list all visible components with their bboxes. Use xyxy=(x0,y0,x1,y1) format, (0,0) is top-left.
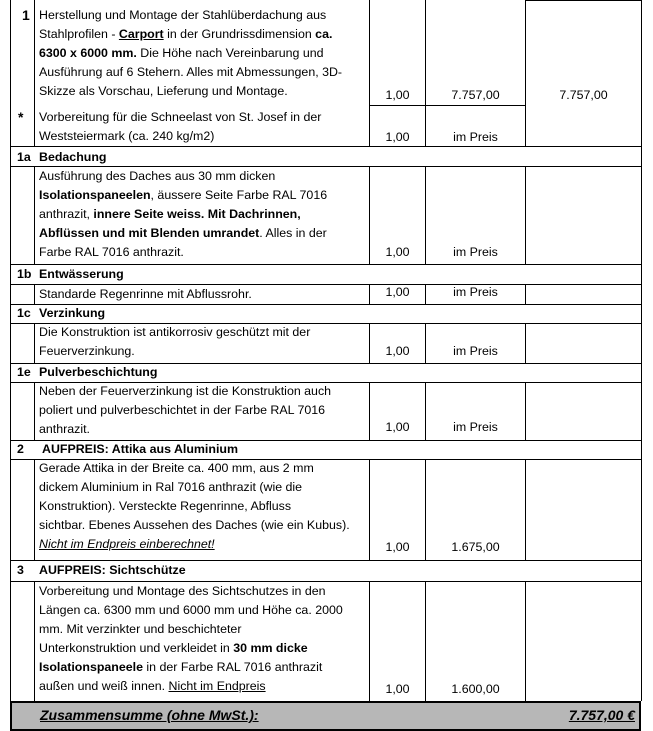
item-text: Gerade Attika in der Breite ca. 400 mm, aus 2 mm xyxy=(39,461,314,475)
item-text: Neben der Feuerverzinkung ist die Konstruktion auch xyxy=(39,384,332,398)
item-text: Unterkonstruktion und verkleidet in 30 mm dicke xyxy=(39,641,308,655)
item-text: anthrazit. xyxy=(39,422,90,436)
col-line xyxy=(525,167,526,264)
col-line xyxy=(525,0,526,146)
item-text: Abflüssen und mit Blenden umrandet. Alles in der xyxy=(39,226,327,240)
col-line xyxy=(34,285,35,305)
section-title: Verzinkung xyxy=(39,306,106,320)
item-price: 1.675,00 xyxy=(451,540,500,554)
item-price: 1.600,00 xyxy=(451,682,500,696)
item-price: im Preis xyxy=(453,130,498,144)
item-text: Skizze als Vorschau, Lieferung und Montage. xyxy=(39,84,288,98)
item-qty: 1,00 xyxy=(385,285,410,299)
item-text: poliert und pulverbeschichtet in der Farbe RAL 7016 xyxy=(39,403,326,417)
col-line xyxy=(34,460,35,560)
col-line xyxy=(525,324,526,363)
item-text: Längen ca. 6300 mm und 6000 mm und Höhe ca. 2000 xyxy=(39,603,343,617)
item-text: dickem Aluminium in Ral 7016 anthrazit (wie die xyxy=(39,480,303,494)
item-text: Isolationspaneele in der Farbe RAL 7016 anthrazit xyxy=(39,660,323,674)
item-text: Isolationspaneelen, äussere Seite Farbe RAL 7016 xyxy=(39,188,328,202)
item-total: 7.757,00 xyxy=(559,88,608,102)
item-text: Konstruktion). Versteckte Regenrinne, Abfluss xyxy=(39,499,292,513)
col-line xyxy=(34,167,35,264)
section-title: AUFPREIS: Attika aus Aluminium xyxy=(42,442,238,456)
item-text: Stahlprofilen - Carport in der Grundrissdimension ca. xyxy=(39,27,333,41)
section-number: 1e xyxy=(17,365,31,379)
section-title: AUFPREIS: Sichtschütze xyxy=(39,563,186,577)
section-number: 1b xyxy=(17,267,32,281)
total-label: Zusammensumme (ohne MwSt.): xyxy=(40,707,259,723)
item-qty: 1,00 xyxy=(385,344,410,358)
item-text: Farbe RAL 7016 anthrazit. xyxy=(39,245,184,259)
col-line xyxy=(525,383,526,440)
item-qty: 1,00 xyxy=(385,88,410,102)
item-text: anthrazit, innere Seite weiss. Mit Dachrinnen, xyxy=(39,207,301,221)
item-text: Die Konstruktion ist antikorrosiv geschützt mit der xyxy=(39,325,311,339)
section-number: 1c xyxy=(17,306,31,320)
col-line xyxy=(369,0,370,146)
item-text: Weststeiermark (ca. 240 kg/m2) xyxy=(39,129,215,143)
total-value: 7.757,00 € xyxy=(568,707,635,723)
item-note: Nicht im Endpreis einberechnet! xyxy=(39,537,215,551)
item-text: Standarde Regenrinne mit Abflussrohr. xyxy=(39,287,252,301)
item-text: sichtbar. Ebenes Aussehen des Daches (wie ein Kubus). xyxy=(39,518,350,532)
item-qty: 1,00 xyxy=(385,130,410,144)
item-price: 7.757,00 xyxy=(451,88,500,102)
section-number: 2 xyxy=(17,442,24,456)
frame-left-line xyxy=(10,0,11,701)
item-price: im Preis xyxy=(453,420,498,434)
col-line xyxy=(34,582,35,701)
section-number: 3 xyxy=(17,563,24,577)
bullet-star: * xyxy=(18,109,24,125)
item-text: Vorbereitung und Montage des Sichtschutzes in den xyxy=(39,584,326,598)
item-price: im Preis xyxy=(453,344,498,358)
frame-right-line xyxy=(641,0,642,701)
col-line xyxy=(34,383,35,440)
item-text: Vorbereitung für die Schneelast von St. Josef in der xyxy=(39,110,322,124)
item-text: Feuerverzinkung. xyxy=(39,344,135,358)
item-price: im Preis xyxy=(453,245,498,259)
row-line xyxy=(370,105,525,106)
section-number: 1a xyxy=(17,150,31,164)
item-qty: 1,00 xyxy=(385,540,410,554)
item-text: außen und weiß innen. Nicht im Endpreis xyxy=(39,679,266,693)
item-text: Herstellung und Montage der Stahlüberdachung aus xyxy=(39,8,327,22)
item-qty: 1,00 xyxy=(385,682,410,696)
col-line xyxy=(525,460,526,560)
section-title: Pulverbeschichtung xyxy=(39,365,158,379)
section-title: Entwässerung xyxy=(39,267,124,281)
col-line xyxy=(34,0,35,146)
item-number: 1 xyxy=(22,7,30,23)
item-qty: 1,00 xyxy=(385,245,410,259)
item-qty: 1,00 xyxy=(385,420,410,434)
section-title: Bedachung xyxy=(39,150,107,164)
col-line xyxy=(425,0,426,146)
col-line xyxy=(525,582,526,701)
frame-top-stub xyxy=(526,0,642,1)
item-text: 6300 x 6000 mm. Die Höhe nach Vereinbarung und xyxy=(39,46,324,60)
total-bar xyxy=(10,701,641,731)
col-line xyxy=(34,324,35,363)
item-text: Ausführung auf 6 Stehern. Alles mit Abmessungen, 3D- xyxy=(39,65,343,79)
item-text: mm. Mit verzinkter und beschichteter xyxy=(39,622,242,636)
col-line xyxy=(525,285,526,305)
item-text: Ausführung des Daches aus 30 mm dicken xyxy=(39,169,276,183)
item-price: im Preis xyxy=(453,285,498,299)
